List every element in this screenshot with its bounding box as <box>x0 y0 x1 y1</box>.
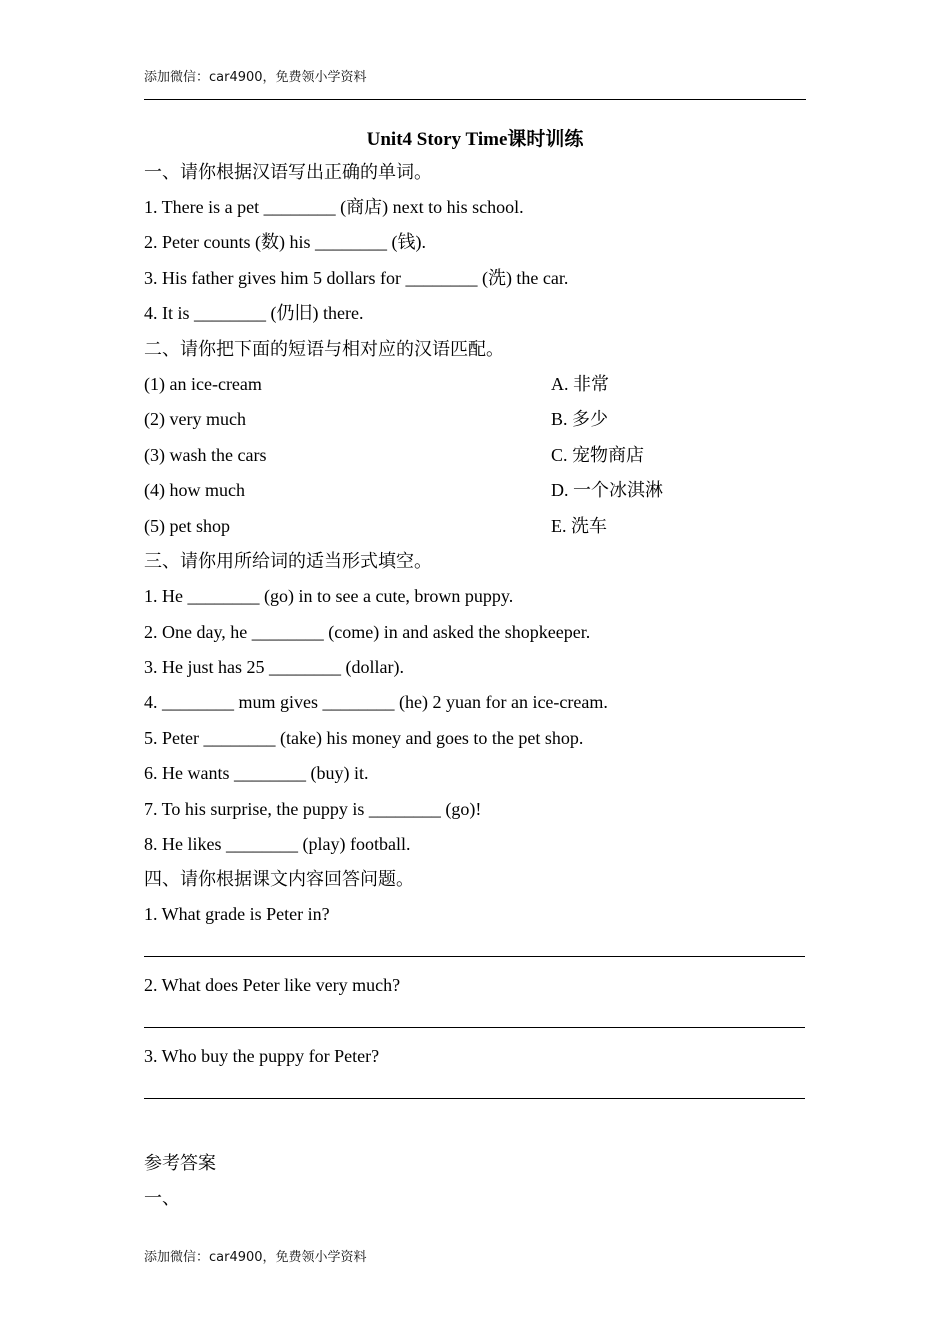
section-1-item-2: 2. Peter counts (数) his ________ (钱). <box>144 232 426 252</box>
section-2-heading: 二、请你把下面的短语与相对应的汉语匹配。 <box>144 339 504 359</box>
section-1-item-4: 4. It is ________ (仍旧) there. <box>144 303 364 323</box>
match-left-1: (1) an ice-cream <box>144 374 262 394</box>
page-header: 添加微信：car4900，免费领小学资料 <box>144 70 367 85</box>
page-footer: 添加微信：car4900，免费领小学资料 <box>144 1250 367 1265</box>
section-3-item-7: 7. To his surprise, the puppy is ________ (go)! <box>144 799 482 819</box>
section-3-item-3: 3. He just has 25 ________ (dollar). <box>144 657 404 677</box>
header-divider <box>144 99 806 100</box>
section-3-item-4: 4. ________ mum gives ________ (he) 2 yuan for an ice-cream. <box>144 692 608 712</box>
match-right-d: D. 一个冰淇淋 <box>551 480 663 500</box>
question-3: 3. Who buy the puppy for Peter? <box>144 1046 380 1066</box>
match-left-5: (5) pet shop <box>144 516 230 536</box>
answers-section-1-label: 一、 <box>144 1188 180 1208</box>
section-3-item-5: 5. Peter ________ (take) his money and goes to the pet shop. <box>144 728 584 748</box>
match-left-4: (4) how much <box>144 480 245 500</box>
answer-line-1 <box>144 956 805 957</box>
match-right-b: B. 多少 <box>551 409 609 429</box>
section-3-heading: 三、请你用所给词的适当形式填空。 <box>144 551 432 571</box>
section-1-item-1: 1. There is a pet ________ (商店) next to his school. <box>144 197 524 217</box>
section-4-heading: 四、请你根据课文内容回答问题。 <box>144 869 414 889</box>
section-1-item-3: 3. His father gives him 5 dollars for ________ (洗) the car. <box>144 268 569 288</box>
section-3-item-6: 6. He wants ________ (buy) it. <box>144 763 369 783</box>
match-right-e: E. 洗车 <box>551 516 607 536</box>
match-right-c: C. 宠物商店 <box>551 445 645 465</box>
section-3-item-1: 1. He ________ (go) in to see a cute, brown puppy. <box>144 586 514 606</box>
match-left-3: (3) wash the cars <box>144 445 267 465</box>
match-right-a: A. 非常 <box>551 374 609 394</box>
question-2: 2. What does Peter like very much? <box>144 975 401 995</box>
section-1-heading: 一、请你根据汉语写出正确的单词。 <box>144 162 432 182</box>
answers-heading: 参考答案 <box>144 1153 216 1173</box>
answer-line-2 <box>144 1027 805 1028</box>
page-title: Unit4 Story Time课时训练 <box>366 129 584 150</box>
answer-line-3 <box>144 1098 805 1099</box>
section-3-item-2: 2. One day, he ________ (come) in and asked the shopkeeper. <box>144 622 591 642</box>
match-left-2: (2) very much <box>144 409 246 429</box>
section-3-item-8: 8. He likes ________ (play) football. <box>144 834 411 854</box>
question-1: 1. What grade is Peter in? <box>144 904 330 924</box>
